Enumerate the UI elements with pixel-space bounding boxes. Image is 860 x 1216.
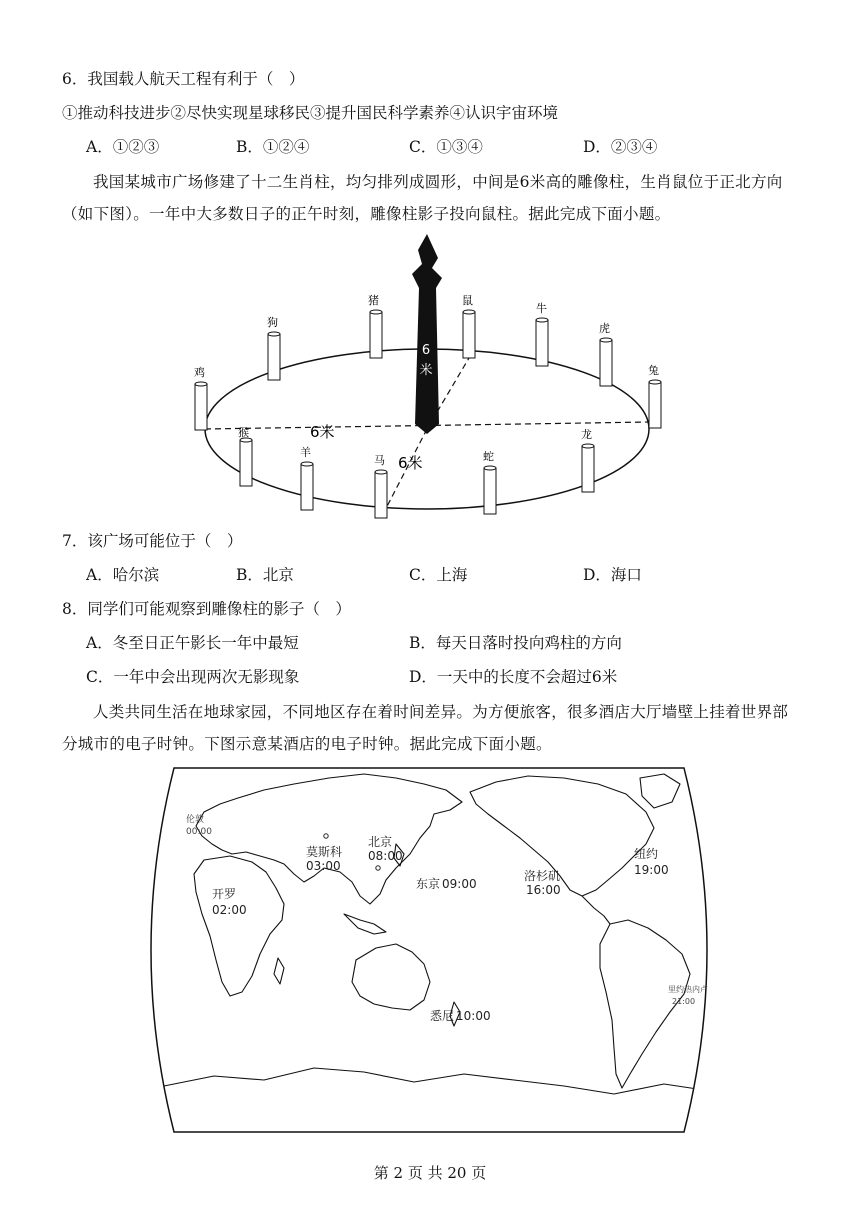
svg-text:兔: 兔: [648, 364, 659, 377]
pillar-tiger: [599, 321, 612, 386]
svg-text:纽约: 纽约: [634, 847, 659, 861]
pillar-rabbit: [648, 363, 661, 428]
svg-text:21:00: 21:00: [672, 997, 696, 1006]
pillar-dragon: [581, 427, 594, 492]
svg-text:蛇: 蛇: [483, 450, 494, 463]
q6-option-a: A．①②③: [86, 138, 160, 156]
pillar-pig: [368, 293, 382, 358]
q8-option-b: B．每天日落时投向鸡柱的方向: [409, 634, 622, 652]
q8-option-d: D．一天中的长度不会超过6米: [409, 668, 618, 686]
svg-text:猪: 猪: [368, 294, 379, 307]
radius-label-west: 6米: [310, 423, 335, 441]
svg-text:19:00: 19:00: [634, 863, 669, 877]
q6-option-d: D．②③④: [583, 138, 658, 156]
svg-text:羊: 羊: [300, 446, 311, 459]
q7-option-a: A．哈尔滨: [86, 566, 160, 584]
q8-option-c: C．一年中会出现两次无影现象: [86, 668, 300, 686]
q8-option-a: A．冬至日正午影长一年中最短: [86, 634, 299, 652]
svg-text:北京: 北京: [368, 835, 393, 849]
q7-option-b: B．北京: [236, 566, 294, 584]
svg-text:08:00: 08:00: [368, 849, 403, 863]
q6-items: ①推动科技进步②尽快实现星球移民③提升国民科学素养④认识宇宙环境: [62, 104, 559, 122]
pillar-monkey: [238, 426, 252, 486]
svg-text:洛杉矶: 洛杉矶: [524, 869, 561, 883]
pillar-snake: [483, 449, 496, 514]
intro-paragraph-1: 我国某城市广场修建了十二生肖柱，均匀排列成圆形，中间是6米高的雕像柱，生肖鼠位于正北方向（如下图）。一年中大多数日子的正午时刻，雕像柱影子投向鼠柱。据此完成下面小题。: [62, 173, 783, 223]
svg-text:09:00: 09:00: [442, 877, 477, 891]
svg-text:马: 马: [374, 454, 385, 467]
pillar-dog: [267, 316, 280, 380]
pillar-sheep: [300, 445, 313, 510]
svg-text:莫斯科: 莫斯科: [306, 845, 343, 859]
svg-text:猴: 猴: [238, 426, 249, 439]
q8-stem: 8．同学们可能观察到雕像柱的影子（ ）: [62, 600, 351, 618]
pillar-horse: [374, 454, 387, 518]
statue-column: [412, 234, 442, 434]
svg-text:东京: 东京: [416, 877, 441, 891]
q6-stem: 6．我国载人航天工程有利于（ ）: [62, 70, 305, 88]
svg-text:虎: 虎: [599, 322, 610, 335]
pillar-rat: [462, 294, 475, 358]
svg-text:02:00: 02:00: [212, 903, 247, 917]
radius-label-south: 6米: [398, 454, 423, 472]
svg-text:牛: 牛: [536, 302, 547, 315]
city-tokyo: [416, 876, 477, 891]
svg-text:16:00: 16:00: [526, 883, 561, 897]
world-clock-map: [134, 764, 724, 1136]
q6-option-b: B．①②④: [236, 138, 310, 156]
q7-option-d: D．海口: [583, 566, 642, 584]
height-label-line2: 米: [419, 363, 433, 378]
svg-text:鸡: 鸡: [194, 366, 205, 379]
pillar-ox: [536, 301, 548, 366]
q6-option-c: C．①③④: [409, 138, 483, 156]
height-label-line1: 6: [421, 343, 431, 358]
svg-text:开罗: 开罗: [212, 887, 237, 901]
svg-text:伦敦: 伦敦: [186, 815, 205, 825]
city-sydney: [430, 1008, 491, 1023]
svg-text:00:00: 00:00: [186, 827, 212, 837]
svg-text:龙: 龙: [581, 428, 592, 441]
svg-text:里约热内卢: 里约热内卢: [668, 985, 708, 994]
svg-text:03:00: 03:00: [306, 859, 341, 873]
svg-text:鼠: 鼠: [462, 294, 473, 307]
svg-text:狗: 狗: [267, 316, 278, 329]
svg-text:10:00: 10:00: [456, 1009, 491, 1023]
q7-option-c: C．上海: [409, 566, 468, 584]
city-los-angeles: [524, 868, 561, 897]
svg-text:悉尼: 悉尼: [430, 1009, 455, 1023]
q7-stem: 7．该广场可能位于（ ）: [62, 532, 243, 550]
pillar-rooster: [194, 365, 207, 430]
page-footer: 第 2 页 共 20 页: [373, 1164, 487, 1182]
intro-paragraph-2: 人类共同生活在地球家园，不同地区存在着时间差异。为方便旅客，很多酒店大厅墙壁上挂着世界部分城市的电子时钟。下图示意某酒店的电子时钟。据此完成下面小题。: [62, 703, 789, 753]
zodiac-pillar-figure: [186, 228, 676, 528]
